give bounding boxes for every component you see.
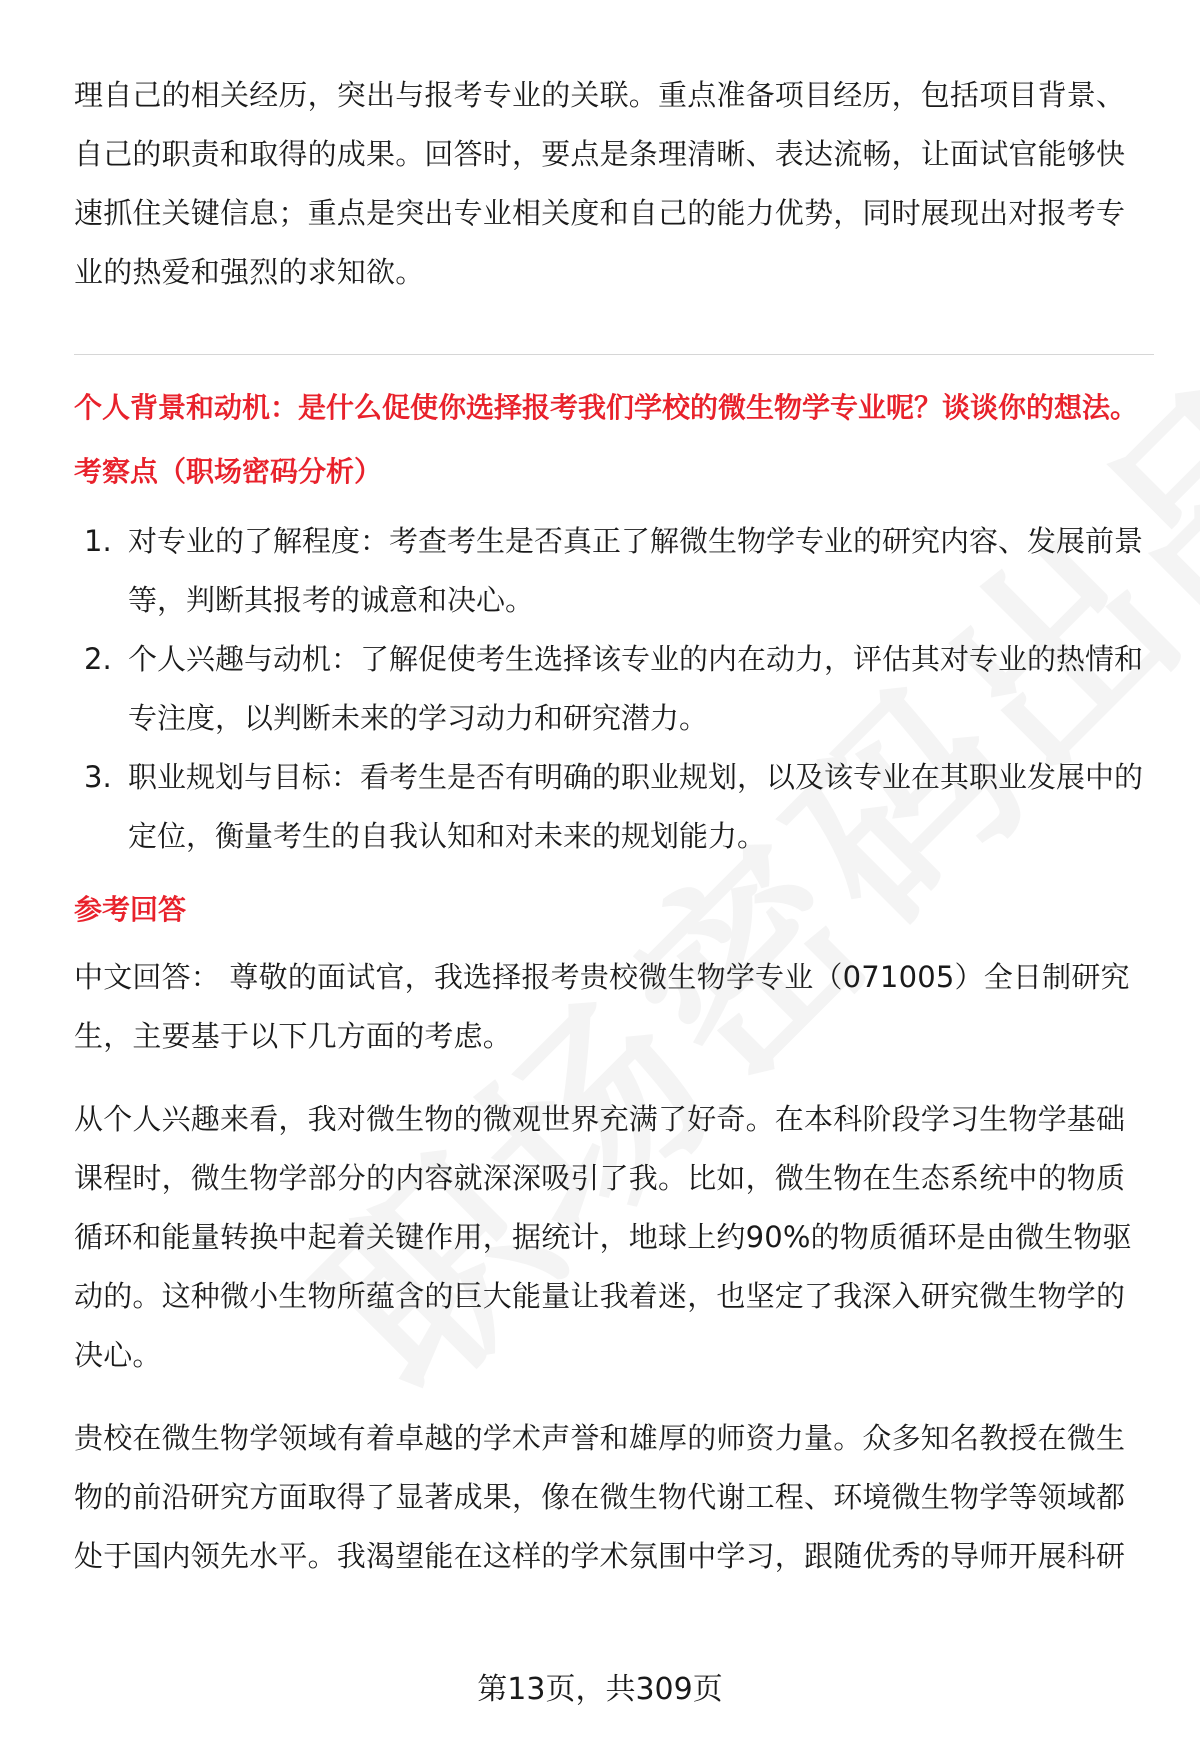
question-heading: 个人背景和动机：是什么促使你选择报考我们学校的微生物学专业呢？谈谈你的想法。 <box>74 391 1139 424</box>
list-number: 3. <box>84 760 112 794</box>
list-item <box>74 748 1154 866</box>
list-item <box>74 630 1154 748</box>
list-item <box>74 512 1154 630</box>
list-item-text: 职业规划与目标：看考生是否有明确的职业规划，以及该专业在其职业发展中的定位，衡量考生的自我认知和对未来的规划能力。 <box>128 760 1144 853</box>
document-page <box>74 66 1154 1586</box>
page-footer: 第13页，共309页 <box>477 1672 723 1707</box>
list-number: 2. <box>84 642 112 676</box>
answer-paragraph: 中文回答： 尊敬的面试官，我选择报考贵校微生物学专业（071005）全日制研究生，主要基于以下几方面的考虑。 <box>74 960 1130 1053</box>
list-number: 1. <box>84 524 112 558</box>
answer-paragraph: 从个人兴趣来看，我对微生物的微观世界充满了好奇。在本科阶段学习生物学基础课程时，微生物学部分的内容就深深吸引了我。比如，微生物在生态系统中的物质循环和能量转换中起着关键作用，据统计，地球上约90%的物质循环是由微生物驱动的。这种微小生物所蕴含的巨大能量让我着迷，也坚定了我深入研究微生物学的决心。 <box>74 1102 1132 1372</box>
assessment-list <box>74 512 1154 866</box>
list-item-text: 对专业的了解程度：考查考生是否真正了解微生物学专业的研究内容、发展前景等，判断其报考的诚意和决心。 <box>128 524 1144 617</box>
list-item-text: 个人兴趣与动机：了解促使考生选择该专业的内在动力，评估其对专业的热情和专注度，以判断未来的学习动力和研究潜力。 <box>128 642 1144 735</box>
assessment-title: 考察点（职场密码分析） <box>74 455 383 488</box>
section-divider <box>74 354 1154 355</box>
answer-title: 参考回答 <box>74 893 187 926</box>
intro-paragraph: 理自己的相关经历，突出与报考专业的关联。重点准备项目经历，包括项目背景、自己的职责和取得的成果。回答时，要点是条理清晰、表达流畅，让面试官能够快速抓住关键信息；重点是突出专业相关度和自己的能力优势，同时展现出对报考专业的热爱和强烈的求知欲。 <box>74 78 1126 289</box>
answer-paragraph: 贵校在微生物学领域有着卓越的学术声誉和雄厚的师资力量。众多知名教授在微生物的前沿研究方面取得了显著成果，像在微生物代谢工程、环境微生物学等领域都处于国内领先水平。我渴望能在这样的学术氛围中学习，跟随优秀的导师开展科研 <box>74 1421 1126 1573</box>
